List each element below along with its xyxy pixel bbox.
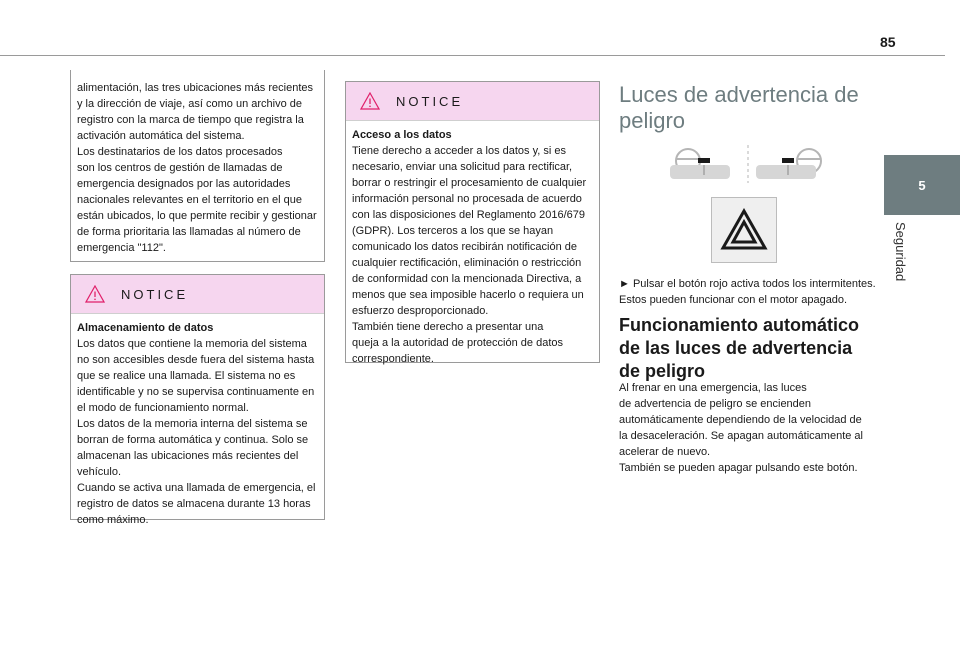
notice-heading: Acceso a los datos (352, 129, 452, 141)
page-number: 85 (880, 34, 896, 50)
notice-body (71, 314, 324, 528)
instruction-text: ► Pulsar el botón rojo activa todos los intermitentes. Estos pueden funcionar con el motor apagado. (619, 278, 876, 306)
section-subtitle: Funcionamiento automático de las luces de advertencia de peligro (619, 315, 860, 381)
chapter-label: Seguridad (893, 222, 908, 282)
section-title: Luces de advertencia de peligro (619, 82, 859, 133)
notice-text: Los datos que contiene la memoria del sistema no son accesibles desde fuera del sistema hasta que se realice una llamada. El sistema no es identificable y no se supervisa continuamente en el modo de funcionamiento normal. Los datos de la memoria interna del sistema se borran de forma automática y continua. Solo se almacenan las ubicaciones más recientes del vehículo. Cuando se activa una llamada de emergencia, el registro de datos se almacena durante 13 horas como máximo. (77, 338, 316, 526)
notice-title: NOTICE (396, 93, 464, 109)
notice-box-access (345, 81, 600, 363)
continued-text-box (70, 70, 325, 262)
warning-triangle-icon (85, 285, 105, 303)
notice-header (346, 82, 599, 121)
notice-text: Tiene derecho a acceder a los datos y, si es necesario, enviar una solicitud para rectificar, borrar o restringir el procesamiento de cualquier información personal no procesada de acuerdo con las disposiciones del Reglamento 2016/679 (GDPR). Los terceros a los que se hayan comunicado los datos recibirán notificación de cualquier rectificación, eliminación o restricción de conformidad con la mencionada Directiva, a menos que sea imposible hacerlo o requiera un esfuerzo desproporcionado. También tiene derecho a presentar una queja a la autoridad de protección de datos correspondiente. (352, 145, 587, 365)
hazard-button-illustration (711, 197, 777, 263)
hazard-triangle-icon (720, 208, 768, 252)
section-body: Al frenar en una emergencia, las luces de advertencia de peligro se encienden automáticamente dependiendo de la velocidad de la desaceleración. Se apagan automáticamente al acelerar de nuevo. También se pueden apagar pulsando este botón. (619, 382, 863, 474)
dashboard-location-illustration (668, 143, 828, 185)
notice-header (71, 275, 324, 314)
continued-text: alimentación, las tres ubicaciones más recientes y la dirección de viaje, así como un archivo de registro con la marca de tiempo que registra la activación automática del sistema. Los destinatarios de los datos procesados son los centros de gestión de llamadas de emergencia designados por las autoridades nacionales relevantes en el territorio en el que están ubicados, lo que permite recibir y gestionar de forma prioritaria las llamadas al número de emergencia "112". (77, 82, 317, 254)
notice-heading: Almacenamiento de datos (77, 322, 214, 334)
notice-box-storage (70, 274, 325, 526)
header-rule (0, 55, 945, 56)
warning-triangle-icon (360, 92, 380, 110)
notice-title: NOTICE (121, 286, 189, 302)
notice-body (346, 121, 599, 367)
chapter-tab[interactable] (884, 155, 960, 215)
chapter-number: 5 (918, 177, 926, 193)
